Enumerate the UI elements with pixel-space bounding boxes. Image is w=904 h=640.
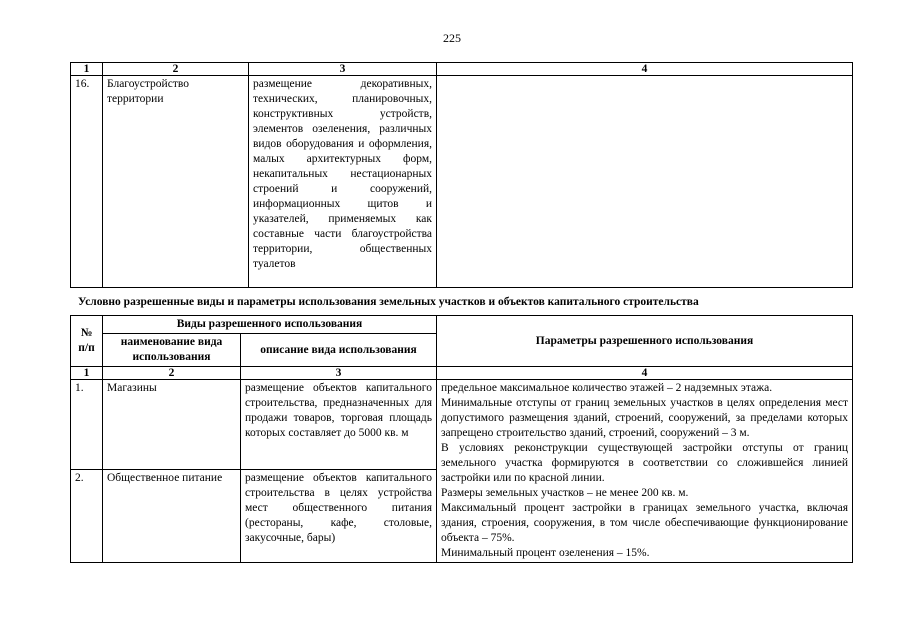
header-parameters: Параметры разрешенного использования — [437, 316, 853, 367]
header-use-name: наименование вида использования — [103, 334, 241, 367]
parameter-text: В условиях реконструкции существующей застройки отступы от границ земельного участка формируются в соответствии со сложившейся линией застройки или по красной линии. — [441, 442, 848, 484]
parameter-text: предельное максимальное количество этажей – 2 надземных этажа. — [441, 382, 773, 394]
column-number: 3 — [249, 63, 437, 76]
page-number: 225 — [443, 31, 461, 45]
parameter-text: Минимальный процент озеленения – 15%. — [441, 547, 650, 559]
row-number: 1. — [71, 380, 103, 470]
column-number-row — [71, 63, 853, 76]
header-number: № п/п — [71, 316, 103, 367]
use-parameters — [437, 380, 853, 563]
column-number: 1 — [71, 63, 103, 76]
use-description: размещение объектов капитального строительства, предназначенных для продажи товаров, торговая площадь которых составляет до 5000 кв. м — [241, 380, 437, 470]
column-number: 4 — [437, 367, 853, 380]
header-group: Виды разрешенного использования — [103, 316, 437, 334]
row-number: 16. — [71, 76, 103, 288]
column-number: 4 — [437, 63, 853, 76]
use-name: Магазины — [103, 380, 241, 470]
table-row — [71, 76, 853, 288]
row-number: 2. — [71, 470, 103, 563]
column-number: 2 — [103, 367, 241, 380]
parameter-text: Размеры земельных участков – не менее 200 кв. м. — [441, 487, 689, 499]
top-table — [70, 62, 853, 288]
section-title: Условно разрешенные виды и параметры использования земельных участков и объектов капитального строительства — [78, 296, 699, 308]
header-use-description: описание вида использования — [241, 334, 437, 367]
column-number: 2 — [103, 63, 249, 76]
use-description: размещение декоративных, технических, планировочных, конструктивных устройств, элементов озеленения, различных видов оборудования и оформления, малых архитектурных форм, некапитальных нестационарных строений и сооружений, информационных щитов и указателей, применяемых как составные части благоустройства территории, общественных туалетов — [249, 76, 437, 288]
parameter-text: Минимальные отступы от границ земельных участков в целях определения мест допустимого размещения зданий, строений, сооружений, за пределами которых запрещено строительство зданий, строений, сооружений – 3 м. — [441, 397, 848, 439]
use-description: размещение объектов капитального строительства в целях устройства мест общественного питания (рестораны, кафе, столовые, закусочные, бары) — [241, 470, 437, 563]
use-name: Общественное питание — [103, 470, 241, 563]
table-row — [71, 380, 853, 470]
header-row — [71, 316, 853, 334]
column-number-row — [71, 367, 853, 380]
use-parameters — [437, 76, 853, 288]
parameter-text: Максимальный процент застройки в границах земельного участка, включая здания, строения, сооружения, в том числе обеспечивающие функционирование объекта – 75%. — [441, 502, 848, 544]
column-number: 3 — [241, 367, 437, 380]
column-number: 1 — [71, 367, 103, 380]
bottom-table — [70, 315, 853, 563]
use-name: Благоустройство территории — [103, 76, 249, 288]
